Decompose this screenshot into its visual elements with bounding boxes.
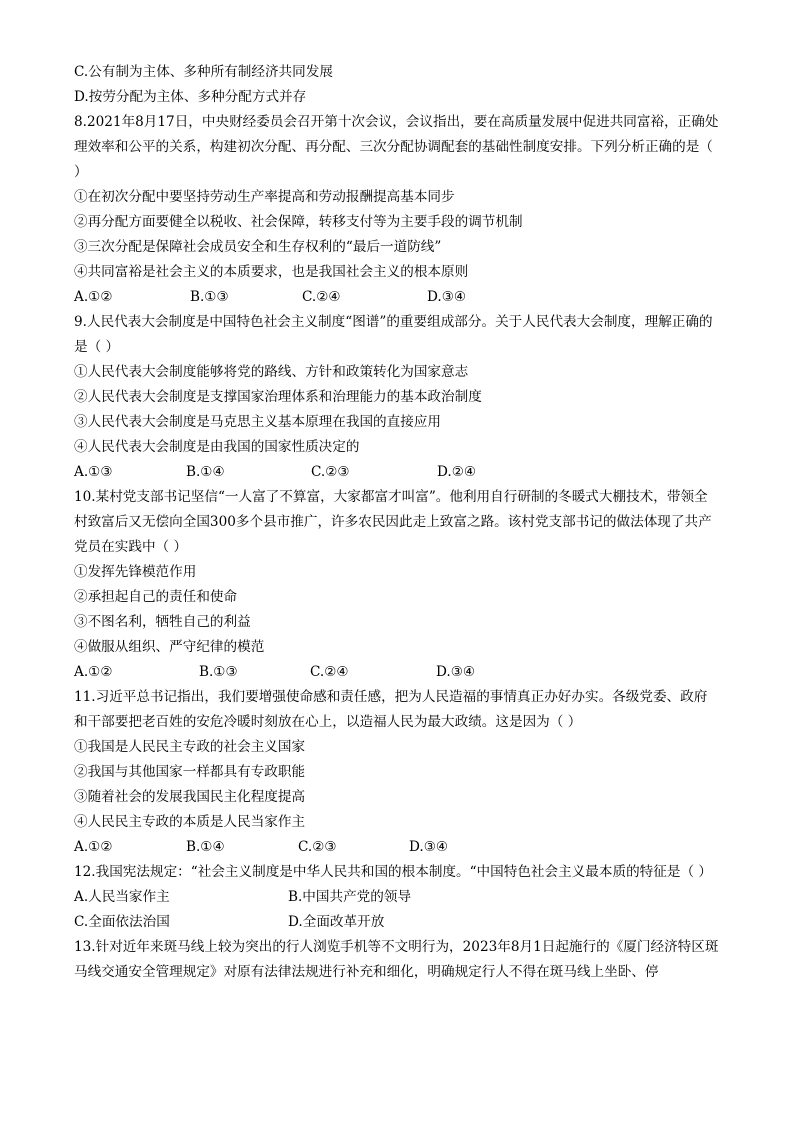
q10-option-a: A.①②: [74, 664, 113, 680]
q10-item-2: ②承担起自己的责任和使命: [74, 589, 238, 605]
exam-page: [74, 60, 720, 985]
q9-stem: 9.人民代表大会制度是中国特色社会主义制度“图谱”的重要组成部分。关于人民代表大会制度，理解正确的是（ ）: [74, 314, 713, 355]
q8-option-b: B.①③: [190, 289, 229, 305]
q9-item-4: ④人民代表大会制度是由我国的国家性质决定的: [74, 439, 360, 455]
q10-item-3: ③不图名利，牺牲自己的利益: [74, 614, 251, 630]
q11-options: [74, 835, 720, 860]
q12-options-row-1: [74, 885, 720, 910]
q12-option-c: C.全面依法治国: [74, 914, 170, 930]
q12-options-row-2: [74, 910, 720, 935]
q8-item-4: ④共同富裕是社会主义的本质要求，也是我国社会主义的根本原则: [74, 264, 469, 280]
q8-option-d: D.③④: [427, 289, 467, 305]
q10-option-d: D.③④: [436, 664, 476, 680]
q9-item-1: ①人民代表大会制度能够将党的路线、方针和政策转化为国家意志: [74, 364, 469, 380]
q11-stem: 11.习近平总书记指出，我们要增强使命感和责任感，把为人民造福的事情真正办好办实。各级党委、政府和干部要把老百姓的安危冷暖时刻放在心上，以造福人民为最大政绩。这是因为（ ）: [74, 689, 708, 730]
q11-item-3: ③随着社会的发展我国民主化程度提高: [74, 789, 306, 805]
q8-stem: 8.2021年8月17日，中央财经委员会召开第十次会议，会议指出，要在高质量发展中促进共同富裕，正确处理效率和公平的关系，构建初次分配、再分配、三次分配协调配套的基础性制度安排。下列分析正确的是（ ）: [74, 114, 719, 180]
q12-option-a: A.人民当家作主: [74, 889, 170, 905]
q10-options: [74, 660, 720, 685]
q11-item-4: ④人民民主专政的本质是人民当家作主: [74, 814, 306, 830]
q10-option-c: C.②④: [310, 664, 349, 680]
q10-option-b: B.①③: [199, 664, 238, 680]
q9-option-d: D.②④: [437, 464, 477, 480]
q9-item-2: ②人民代表大会制度是支撑国家治理体系和治理能力的基本政治制度: [74, 389, 482, 405]
q11-option-b: B.①④: [186, 839, 225, 855]
q11-item-2: ②我国与其他国家一样都具有专政职能: [74, 764, 306, 780]
q8-item-2: ②再分配方面要健全以税收、社会保障，转移支付等为主要手段的调节机制: [74, 214, 523, 230]
q8-item-1: ①在初次分配中要坚持劳动生产率提高和劳动报酬提高基本同步: [74, 189, 455, 205]
q12-stem: 12.我国宪法规定：“社会主义制度是中华人民共和国的根本制度。“中国特色社会主义最本质的特征是（ ）: [74, 864, 712, 880]
q9-option-b: B.①④: [186, 464, 225, 480]
q10-item-4: ④做服从组织、严守纪律的模范: [74, 639, 265, 655]
q8-options: [74, 285, 720, 310]
q8-option-c: C.②④: [302, 289, 341, 305]
q10-item-1: ①发挥先锋模范作用: [74, 564, 197, 580]
q9-options: [74, 460, 720, 485]
q7-option-d: D.按劳分配为主体、多种分配方式并存: [74, 89, 307, 105]
q9-item-3: ③人民代表大会制度是马克思主义基本原理在我国的直接应用: [74, 414, 442, 430]
q8-item-3: ③三次分配是保障社会成员安全和生存权利的“最后一道防线”: [74, 239, 442, 255]
q12-option-d: D.全面改革开放: [288, 914, 385, 930]
q10-stem: 10.某村党支部书记坚信“一人富了不算富，大家都富才叫富”。他利用自行研制的冬暖式大棚技术，带领全村致富后又无偿向全国300多个县市推广，许多农民因此走上致富之路。该村党支部书记的做法体现了共产党员在实践中（ ）: [74, 489, 712, 555]
q11-option-c: C.②③: [298, 839, 337, 855]
q9-option-a: A.①③: [74, 464, 113, 480]
q9-option-c: C.②③: [311, 464, 350, 480]
q8-option-a: A.①②: [74, 289, 113, 305]
q11-item-1: ①我国是人民民主专政的社会主义国家: [74, 739, 306, 755]
q7-option-c: C.公有制为主体、多种所有制经济共同发展: [74, 64, 333, 80]
q12-option-b: B.中国共产党的领导: [288, 889, 412, 905]
q11-option-d: D.③④: [409, 839, 449, 855]
q11-option-a: A.①②: [74, 839, 113, 855]
q13-stem: 13.针对近年来斑马线上较为突出的行人浏览手机等不文明行为，2023年8月1日起施行的《厦门经济特区斑马线交通安全管理规定》对原有法律法规进行补充和细化，明确规定行人不得在斑马线上坐卧、停: [74, 939, 719, 980]
